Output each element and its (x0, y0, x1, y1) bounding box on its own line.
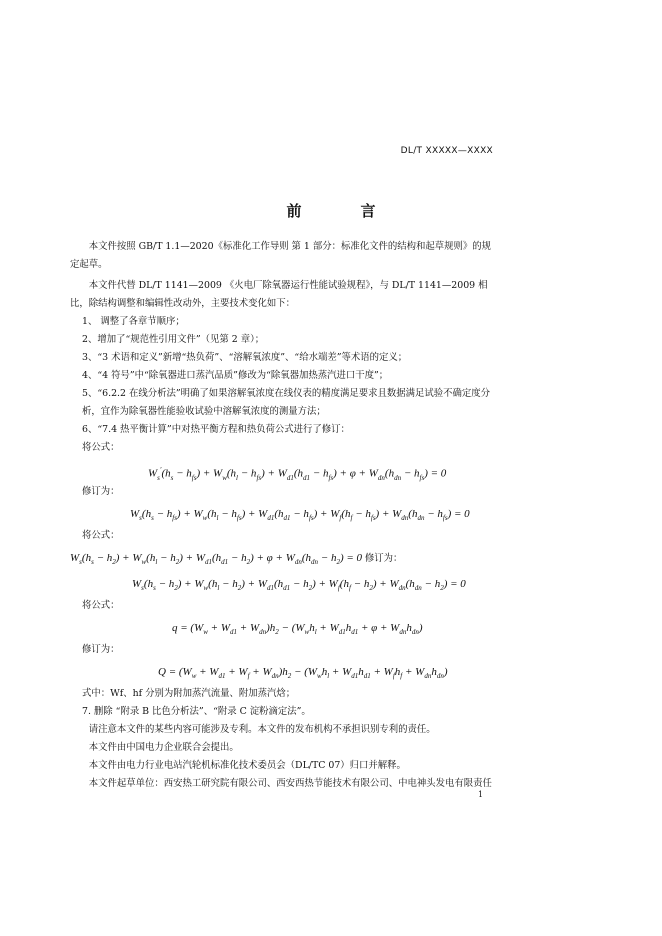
patent-notice: 请注意本文件的某些内容可能涉及专利。本文件的发布机构不承担识别专利的责任。 (88, 724, 436, 735)
document-body (70, 238, 495, 793)
label-revised-formula-2-inline: 修订为： (364, 553, 403, 564)
label-revised-formula-3: 修订为： (82, 644, 120, 655)
management-statement: 本文件由电力行业电站汽轮机标准化技术委员会（DL/TC 07）归口并解释。 (88, 760, 406, 771)
change-item-4: 4、“4 符号”中“除氧器进口蒸汽品质”修改为“除氧器加热蒸汽进口干度”； (82, 370, 389, 381)
document-code: DL/T XXXXX—XXXX (400, 146, 493, 156)
page-number: 1 (478, 790, 484, 799)
label-original-formula-1: 将公式： (82, 442, 120, 453)
page-title: 前 言 (286, 202, 398, 220)
change-item-5: 5、“6.2.2 在线分析法”明确了如果溶解氧浓度在线仪表的精度满足要求且数据满足试验不确定度分析，宜作为除氧器性能验收试验中溶解氧浓度的测量方法； (82, 388, 491, 417)
label-original-formula-3: 将公式： (82, 600, 120, 611)
paragraph-standard-basis: 本文件按照 GB/T 1.1—2020《标准化工作导则 第 1 部分：标准化文件的结构和起草规则》的规定起草。 (70, 241, 491, 270)
change-item-2: 2、增加了“规范性引用文件”（见第 2 章）； (82, 334, 265, 345)
paragraph-replacement: 本文件代替 DL/T 1141—2009 《火电厂除氧器运行性能试验规程》，与 DL/T 1141—2009 相比，除结构调整和编辑性改动外，主要技术变化如下： (70, 280, 488, 309)
label-revised-formula-1: 修订为： (82, 486, 120, 497)
formula-heat-balance-new: $W_s(h_s - h_{fs}) + W_w(h_l - h_{fs}) + W_{d1}(h_{d1} - h_{fs}) + W_f(h_f - h_{fs}) + W_{dn}(h_{dn} - h_{fs}) = 0$ (130, 508, 470, 523)
formula-variable-definition: 式中：Wf、hf 分别为附加蒸汽流量、附加蒸汽焓； (82, 688, 296, 699)
proposer-statement: 本文件由中国电力企业联合会提出。 (88, 742, 239, 753)
change-item-7: 7. 删除 “附录 B 比色分析法”、“附录 C 淀粉滴定法”。 (82, 706, 311, 717)
formula-heat-balance-2-old: $W_s(h_s - h_2) + W_w(h_l - h_2) + W_{d1}(h_{d1} - h_2) + \varphi + W_{dn}(h_{dn} - h_2) = 0$ 修订为： (70, 552, 403, 567)
formula-heat-load-new: $Q = (W_w + W_{d1} + W_f + W_{dn})h_2 - (W_wh_l + W_{d1}h_{d1} + W_fh_f + W_{dn}h_{dn})$ (158, 666, 448, 681)
formula-heat-load-old: $q = (W_w + W_{d1} + W_{dn})h_2 - (W_wh_l + W_{d1}h_{d1} + \varphi + W_{dn}h_{dn})$ (172, 622, 423, 637)
change-item-3: 3、“3 术语和定义”新增“热负荷”、“溶解氧浓度”、“给水端差”等术语的定义； (82, 352, 408, 363)
drafting-units: 本文件起草单位：西安热工研究院有限公司、西安西热节能技术有限公司、中电神头发电有限责任 (88, 778, 492, 789)
formula-heat-balance-2-new: $W_s(h_s - h_2) + W_w(h_l - h_2) + W_{d1}(h_{d1} - h_2) + W_f(h_f - h_2) + W_{dn}(h_{dn} - h_2) = 0$ (132, 578, 466, 593)
label-original-formula-2: 将公式： (82, 530, 120, 541)
change-item-6: 6、“7.4 热平衡计算”中对热平衡方程和热负荷公式进行了修订： (82, 424, 350, 435)
formula-heat-balance-old: $W_s'(h_s - h_{fs}) + W_w(h_l - h_{fs}) + W_{d1}(h_{d1} - h_{fs}) + \varphi + W_{dn}(h_{dn} - h_{fs}) = 0$ (148, 466, 447, 482)
change-item-1: 1、 调整了各章节顺序； (82, 316, 185, 327)
